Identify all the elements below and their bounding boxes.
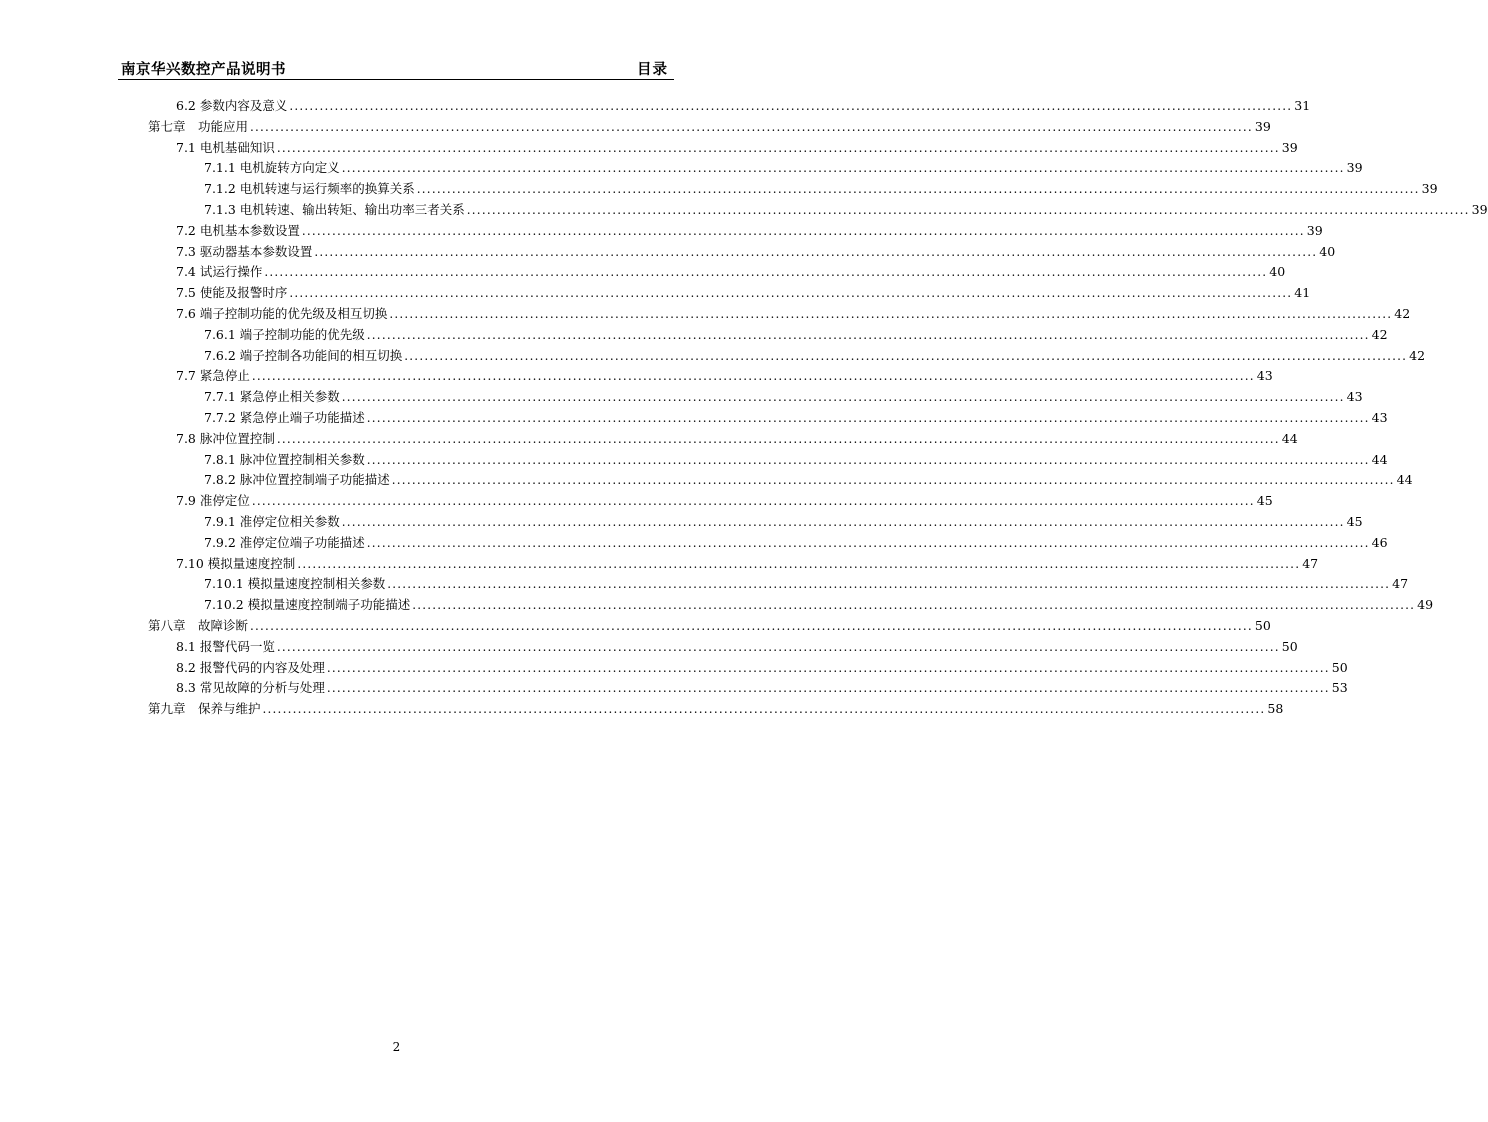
toc-entry-page: 39 <box>1346 160 1363 176</box>
toc-entry[interactable] <box>176 678 1348 698</box>
toc-entry-page: 40 <box>1269 264 1286 280</box>
toc-entry[interactable] <box>148 616 1271 636</box>
toc-entry-page: 47 <box>1302 555 1319 571</box>
toc-entry[interactable] <box>176 491 1273 511</box>
toc-entry-page: 41 <box>1294 285 1311 301</box>
toc-entry-page: 50 <box>1254 618 1271 633</box>
toc-entry[interactable] <box>176 221 1323 241</box>
toc-entry-page: 44 <box>1371 451 1388 467</box>
toc-entry-label: 7.7.2 紧急停止端子功能描述 <box>204 410 365 425</box>
toc-dot-leader: ........................................................................................................................................................................................................ <box>297 556 1301 571</box>
toc-entry-page: 39 <box>1254 118 1271 134</box>
toc-dot-leader: ........................................................................................................................................................................................................ <box>262 702 1266 717</box>
toc-entry-label: 8.2 报警代码的内容及处理 <box>176 659 325 675</box>
toc-dot-leader: ........................................................................................................................................................................................................ <box>289 286 1293 301</box>
toc-dot-leader: ........................................................................................................................................................................................................ <box>301 223 1305 238</box>
toc-entry-page: 46 <box>1371 534 1388 550</box>
toc-entry-label: 7.8.1 脉冲位置控制相关参数 <box>204 451 365 467</box>
toc-entry-label: 第七章 功能应用 <box>148 118 249 134</box>
toc-entry[interactable] <box>176 429 1298 449</box>
toc-entry[interactable] <box>204 179 1438 199</box>
toc-entry[interactable] <box>204 158 1363 178</box>
toc-entry[interactable] <box>204 574 1409 594</box>
toc-entry-label: 7.7 紧急停止 <box>176 368 250 384</box>
toc-entry-label: 7.8 脉冲位置控制 <box>176 430 275 446</box>
toc-entry-label: 7.3 驱动器基本参数设置 <box>176 243 313 259</box>
toc-entry-label: 7.9.2 准停定位端子功能描述 <box>204 534 365 550</box>
toc-entry-label: 7.9.1 准停定位相关参数 <box>204 514 340 529</box>
toc-entry-label: 7.1 电机基础知识 <box>176 139 275 155</box>
toc-entry-label: 7.7.1 紧急停止相关参数 <box>204 389 340 405</box>
toc-entry-label: 7.6 端子控制功能的优先级及相互切换 <box>176 306 388 321</box>
toc-entry-page: 39 <box>1306 222 1323 238</box>
toc-entry[interactable] <box>176 242 1336 262</box>
toc-entry[interactable] <box>176 262 1286 282</box>
toc-entry[interactable] <box>204 595 1434 615</box>
toc-dot-leader: ........................................................................................................................................................................................................ <box>389 307 1393 321</box>
toc-entry[interactable] <box>176 138 1298 158</box>
toc-dot-leader: ........................................................................................................................................................................................................ <box>326 681 1330 696</box>
toc-entry-label: 8.3 常见故障的分析与处理 <box>176 680 325 696</box>
toc-dot-leader: ........................................................................................................................................................................................................ <box>326 660 1330 675</box>
toc-entry-page: 45 <box>1256 493 1273 509</box>
page-header <box>118 56 674 78</box>
section-title: 目录 <box>637 62 668 78</box>
toc-entry-page: 58 <box>1267 701 1284 717</box>
toc-entry[interactable] <box>204 533 1388 553</box>
toc-dot-leader: ........................................................................................................................................................................................................ <box>341 515 1345 529</box>
toc-dot-leader: ........................................................................................................................................................................................................ <box>264 265 1268 280</box>
toc-entry-page: 42 <box>1394 306 1411 321</box>
toc-dot-leader: ........................................................................................................................................................................................................ <box>251 494 1255 509</box>
toc-entry-label: 第八章 故障诊断 <box>148 618 249 633</box>
toc-entry[interactable] <box>204 325 1388 345</box>
toc-entry[interactable] <box>204 346 1426 366</box>
toc-dot-leader: ........................................................................................................................................................................................................ <box>276 140 1280 155</box>
toc-dot-leader: ........................................................................................................................................................................................................ <box>251 369 1255 384</box>
toc-entry-page: 44 <box>1396 472 1413 488</box>
toc-entry-page: 44 <box>1281 430 1298 446</box>
toc-entry[interactable] <box>204 470 1413 490</box>
toc-dot-leader: ........................................................................................................................................................................................................ <box>276 431 1280 446</box>
toc-dot-leader: ........................................................................................................................................................................................................ <box>366 327 1370 342</box>
toc-entry[interactable] <box>204 387 1363 407</box>
toc-entry-label: 7.10.2 模拟量速度控制端子功能描述 <box>204 597 411 613</box>
toc-dot-leader: ........................................................................................................................................................................................................ <box>416 182 1420 197</box>
toc-entry[interactable] <box>204 450 1388 470</box>
toc-dot-leader: ........................................................................................................................................................................................................ <box>391 473 1395 488</box>
toc-entry-label: 7.6.2 端子控制各功能间的相互切换 <box>204 347 403 363</box>
header-divider <box>118 79 674 80</box>
document-title: 南京华兴数控产品说明书 <box>121 62 286 78</box>
toc-entry-label: 7.1.3 电机转速、输出转矩、输出功率三者关系 <box>204 202 465 217</box>
toc-dot-leader: ........................................................................................................................................................................................................ <box>341 390 1345 405</box>
toc-entry-label: 7.10.1 模拟量速度控制相关参数 <box>204 576 386 592</box>
toc-entry[interactable] <box>176 283 1311 303</box>
toc-entry-label: 7.8.2 脉冲位置控制端子功能描述 <box>204 472 390 488</box>
toc-entry-page: 39 <box>1421 181 1438 197</box>
toc-entry[interactable] <box>176 637 1298 657</box>
page-number: 2 <box>392 1040 401 1054</box>
toc-entry-page: 50 <box>1281 638 1298 654</box>
toc-dot-leader: ........................................................................................................................................................................................................ <box>466 203 1470 217</box>
toc-dot-leader: ........................................................................................................................................................................................................ <box>276 639 1280 654</box>
toc-dot-leader: ........................................................................................................................................................................................................ <box>412 598 1416 613</box>
toc-entry-page: 43 <box>1346 389 1363 405</box>
toc-entry-page: 53 <box>1331 680 1348 696</box>
toc-entry-label: 7.10 模拟量速度控制 <box>176 555 296 571</box>
toc-entry[interactable] <box>204 408 1388 428</box>
toc-entry-label: 7.2 电机基本参数设置 <box>176 222 300 238</box>
toc-entry-page: 43 <box>1256 368 1273 384</box>
toc-entry[interactable] <box>176 304 1411 324</box>
toc-dot-leader: ........................................................................................................................................................................................................ <box>250 119 1253 134</box>
toc-entry[interactable] <box>176 366 1273 386</box>
toc-entry-page: 31 <box>1294 98 1311 113</box>
toc-dot-leader: ........................................................................................................................................................................................................ <box>404 348 1408 363</box>
toc-entry[interactable] <box>204 512 1363 532</box>
toc-dot-leader: ........................................................................................................................................................................................................ <box>250 619 1253 633</box>
toc-dot-leader: ........................................................................................................................................................................................................ <box>289 99 1293 113</box>
toc-entry-page: 43 <box>1371 410 1388 425</box>
toc-entry-page: 45 <box>1346 514 1363 529</box>
toc-dot-leader: ........................................................................................................................................................................................................ <box>366 535 1370 550</box>
toc-dot-leader: ........................................................................................................................................................................................................ <box>314 244 1318 259</box>
toc-entry-page: 40 <box>1319 243 1336 259</box>
toc-entry[interactable] <box>148 117 1271 137</box>
toc-entry-page: 39 <box>1281 139 1298 155</box>
toc-entry-page: 49 <box>1417 597 1434 613</box>
toc-entry[interactable] <box>176 658 1348 678</box>
toc-dot-leader: ........................................................................................................................................................................................................ <box>341 161 1345 176</box>
toc-entry-page: 47 <box>1392 576 1409 592</box>
toc-entry[interactable] <box>176 554 1319 574</box>
toc-entry-label: 7.6.1 端子控制功能的优先级 <box>204 326 365 342</box>
toc-entry-label: 7.1.2 电机转速与运行频率的换算关系 <box>204 181 415 197</box>
toc-entry[interactable] <box>204 200 1488 220</box>
toc-entry[interactable] <box>148 699 1284 719</box>
toc-entry-page: 39 <box>1471 202 1488 217</box>
toc-dot-leader: ........................................................................................................................................................................................................ <box>366 411 1370 425</box>
toc-entry-label: 第九章 保养与维护 <box>148 701 261 717</box>
toc-entry-label: 8.1 报警代码一览 <box>176 638 275 654</box>
toc-dot-leader: ........................................................................................................................................................................................................ <box>366 452 1370 467</box>
toc-entry-label: 7.9 准停定位 <box>176 493 250 509</box>
toc-entry-page: 42 <box>1409 347 1426 363</box>
toc-entry-label: 7.1.1 电机旋转方向定义 <box>204 160 340 176</box>
toc-entry-page: 50 <box>1331 659 1348 675</box>
toc-entry-label: 7.4 试运行操作 <box>176 264 263 280</box>
toc-dot-leader: ........................................................................................................................................................................................................ <box>387 577 1391 592</box>
toc-entry-page: 42 <box>1371 326 1388 342</box>
toc-entry[interactable] <box>176 96 1311 116</box>
toc-entry-label: 7.5 使能及报警时序 <box>176 285 288 301</box>
toc-entry-label: 6.2 参数内容及意义 <box>176 98 288 113</box>
